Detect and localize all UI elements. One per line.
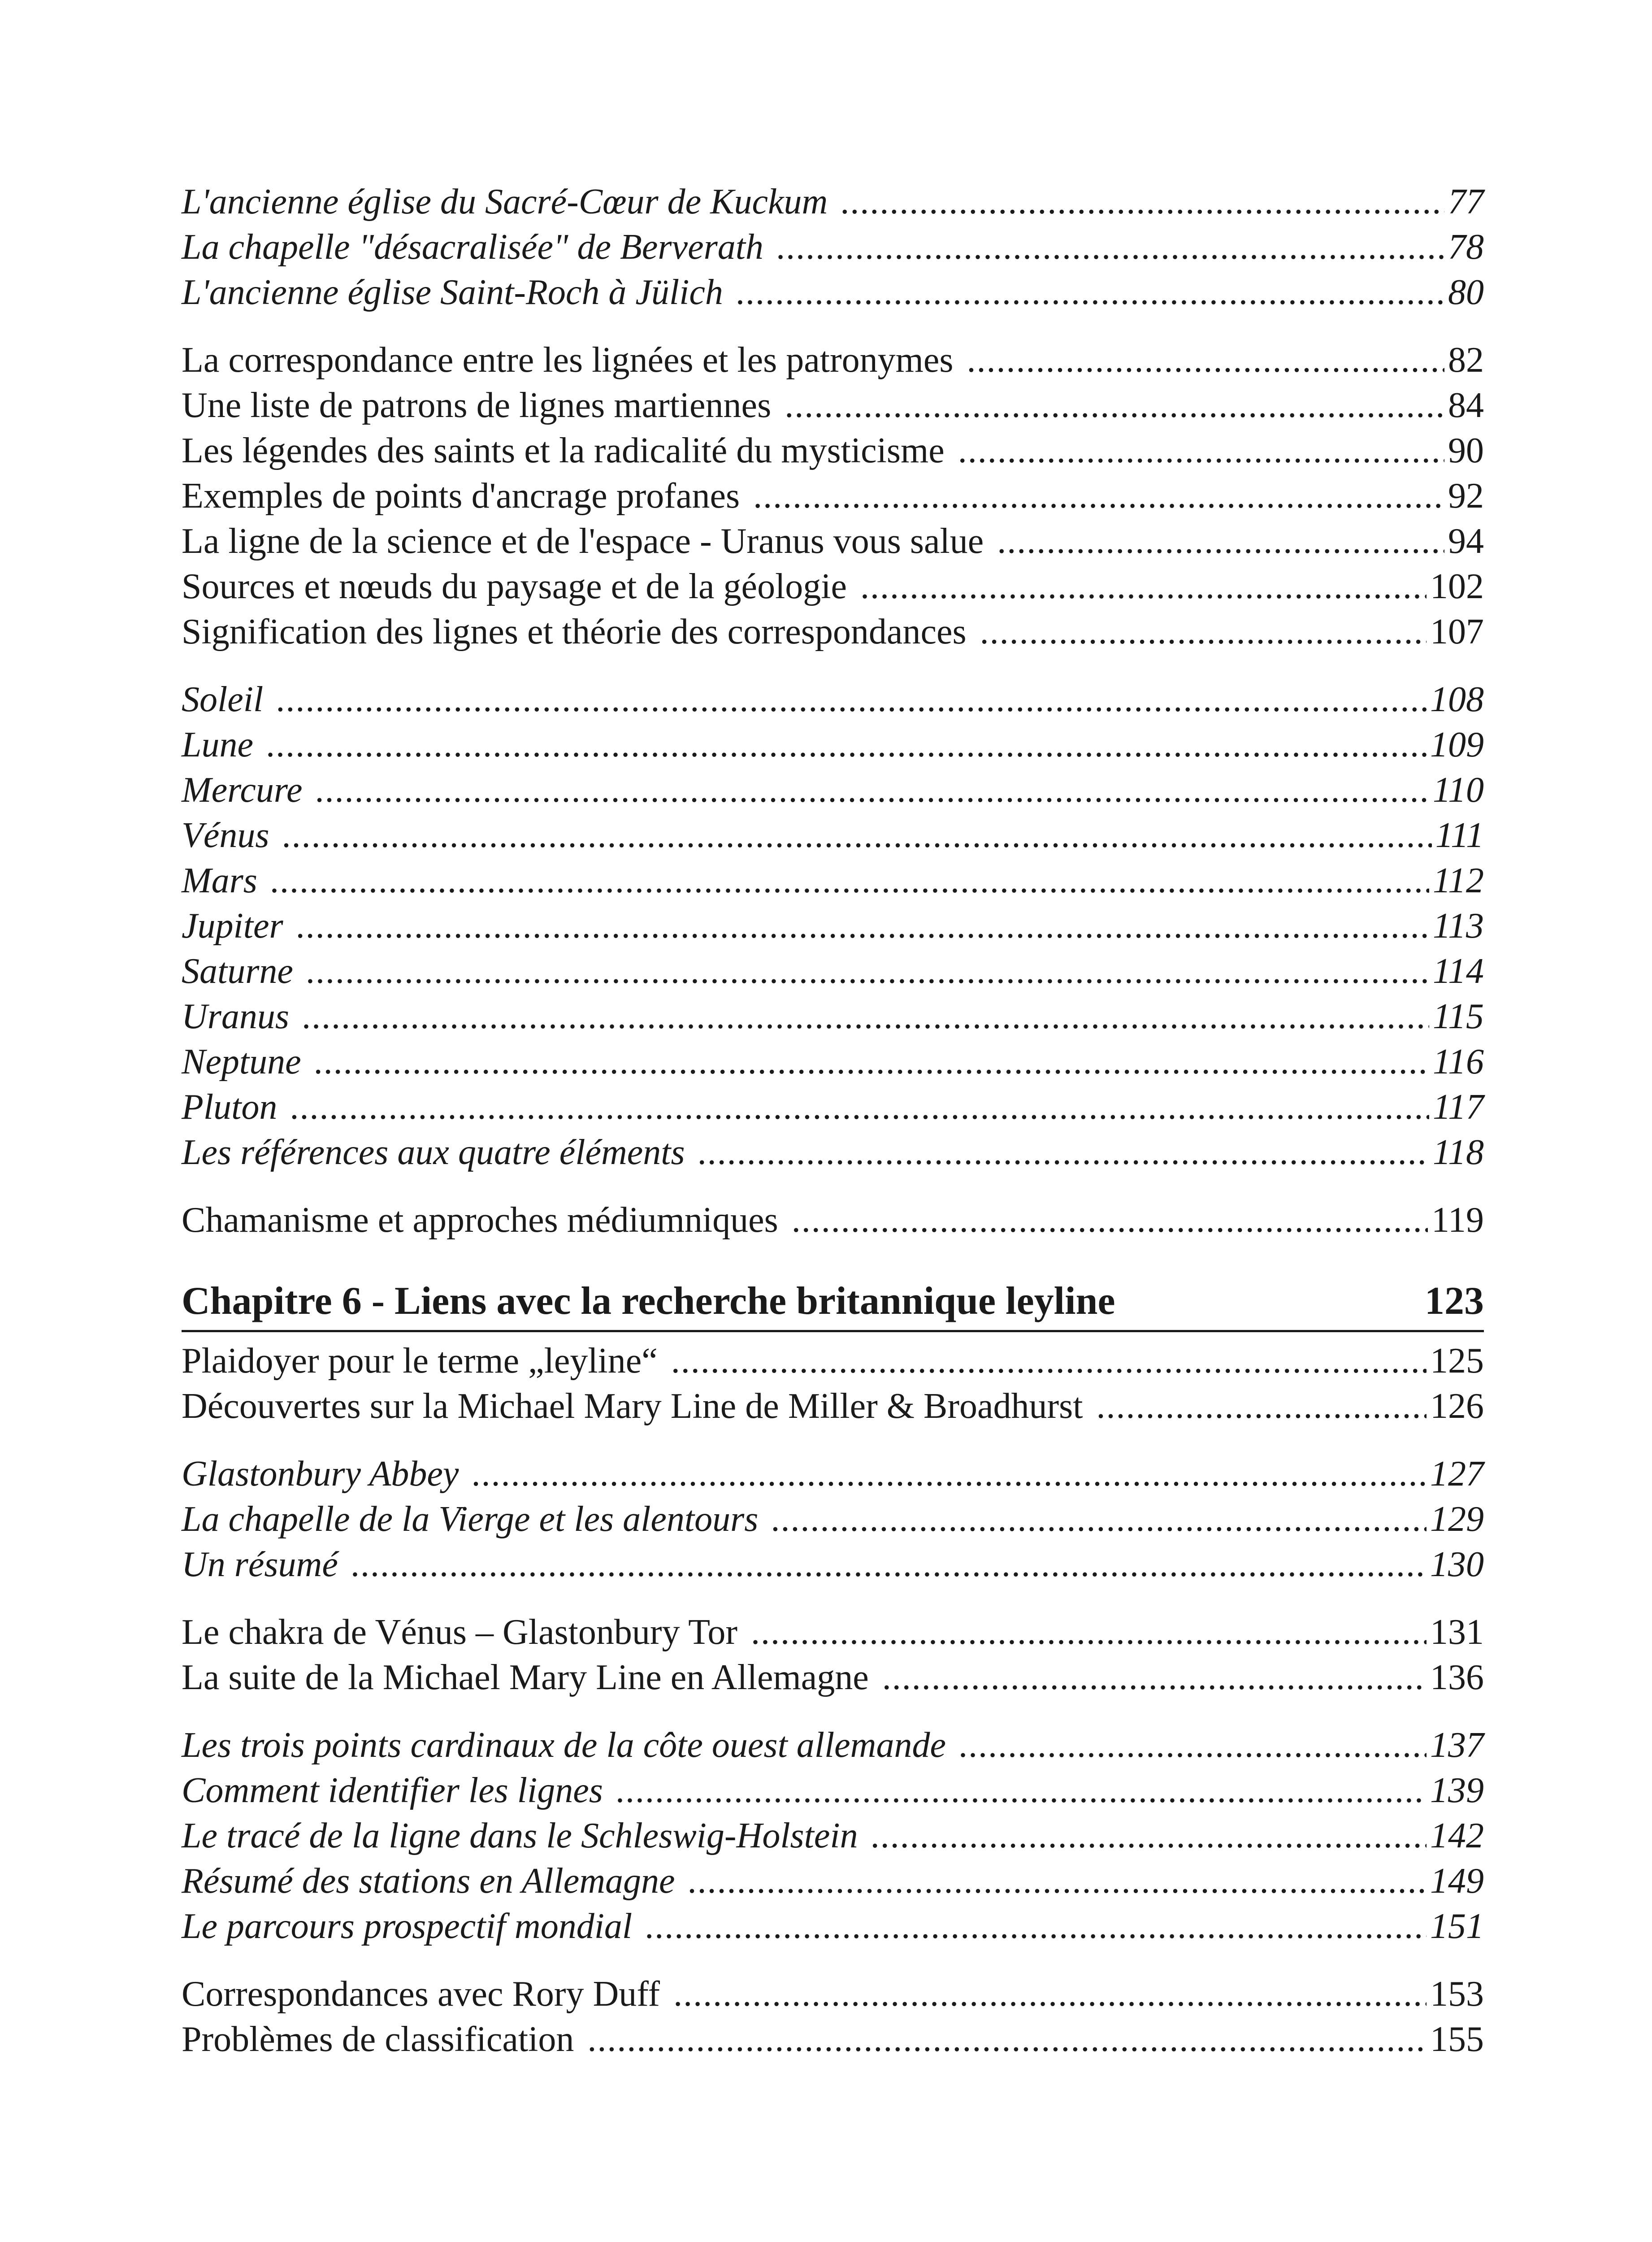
- toc-entry-page: 119: [1431, 1200, 1484, 1240]
- chapter-heading[interactable]: [182, 1278, 1484, 1332]
- toc-entry-page: 78: [1448, 227, 1484, 267]
- dot-leader: [616, 1768, 1427, 1813]
- toc-entry-page: 137: [1430, 1725, 1484, 1765]
- dot-leader: [967, 338, 1444, 383]
- toc-entry[interactable]: [182, 270, 1484, 315]
- toc-section-before: [182, 179, 1484, 1243]
- dot-leader: [980, 609, 1427, 655]
- toc-entry-page: 92: [1448, 476, 1484, 516]
- dot-leader: [751, 1610, 1427, 1655]
- dot-leader: [959, 1723, 1427, 1768]
- toc-entry[interactable]: [182, 179, 1484, 225]
- dot-leader: [291, 1085, 1429, 1130]
- toc-entry-title: La suite de la Michael Mary Line en Allemagne: [182, 1658, 869, 1697]
- toc-entry[interactable]: [182, 1338, 1484, 1384]
- dot-leader: [472, 1451, 1427, 1497]
- dot-leader: [872, 1813, 1427, 1859]
- dot-leader: [689, 1859, 1427, 1904]
- toc-group: [182, 1198, 1484, 1243]
- dot-leader: [958, 428, 1444, 474]
- toc-entry-title: Correspondances avec Rory Duff: [182, 1974, 660, 2014]
- toc-entry[interactable]: [182, 768, 1484, 813]
- toc-section-after: [182, 1338, 1484, 2062]
- toc-entry-title: Signification des lignes et théorie des correspondances: [182, 612, 967, 652]
- toc-entry[interactable]: [182, 1859, 1484, 1904]
- toc-entry-page: 142: [1430, 1816, 1484, 1855]
- toc-entry-page: 139: [1430, 1771, 1484, 1810]
- toc-entry-page: 131: [1430, 1612, 1484, 1652]
- toc-entry-title: Comment identifier les lignes: [182, 1771, 603, 1810]
- toc-entry-page: 130: [1430, 1545, 1484, 1584]
- toc-entry-page: 111: [1435, 816, 1484, 855]
- dot-leader: [753, 474, 1444, 519]
- toc-entry-title: Découvertes sur la Michael Mary Line de Miller & Broadhurst: [182, 1386, 1083, 1426]
- dot-leader: [267, 722, 1427, 768]
- toc-entry[interactable]: [182, 428, 1484, 474]
- toc-entry-title: Mercure: [182, 770, 303, 810]
- toc-entry[interactable]: [182, 1904, 1484, 1949]
- toc-entry-title: Le parcours prospectif mondial: [182, 1907, 633, 1946]
- chapter-page: 123: [1425, 1279, 1484, 1323]
- toc-entry-title: Le tracé de la ligne dans le Schleswig-Holstein: [182, 1816, 858, 1855]
- toc-entry[interactable]: [182, 1085, 1484, 1130]
- toc-entry-title: L'ancienne église Saint-Roch à Jülich: [182, 273, 723, 312]
- dot-leader: [792, 1198, 1428, 1243]
- toc-entry-page: 126: [1430, 1386, 1484, 1426]
- toc-entry-page: 155: [1430, 2020, 1484, 2059]
- toc-entry[interactable]: [182, 1198, 1484, 1243]
- dot-leader: [316, 768, 1429, 813]
- toc-entry-page: 115: [1432, 997, 1484, 1036]
- toc-entry[interactable]: [182, 1768, 1484, 1813]
- toc-entry-page: 127: [1430, 1454, 1484, 1494]
- chapter-title: Chapitre 6 - Liens avec la recherche britannique leyline: [182, 1279, 1115, 1323]
- toc-group: [182, 338, 1484, 655]
- dot-leader: [271, 858, 1429, 904]
- toc-entry[interactable]: [182, 904, 1484, 949]
- toc-entry-page: 149: [1430, 1861, 1484, 1901]
- dot-leader: [860, 564, 1427, 609]
- toc-entry[interactable]: [182, 1813, 1484, 1859]
- dot-leader: [303, 994, 1429, 1039]
- toc-entry[interactable]: [182, 1384, 1484, 1429]
- toc-entry-page: 114: [1432, 952, 1484, 991]
- toc-entry-title: Les références aux quatre éléments: [182, 1133, 685, 1172]
- toc-entry-title: Les légendes des saints et la radicalité du mysticisme: [182, 431, 945, 470]
- toc-group: [182, 1723, 1484, 1949]
- toc-entry-title: Le chakra de Vénus – Glastonbury Tor: [182, 1612, 737, 1652]
- toc-entry-page: 118: [1432, 1133, 1484, 1172]
- toc-entry[interactable]: [182, 564, 1484, 609]
- dot-leader: [772, 1497, 1427, 1542]
- toc-entry[interactable]: [182, 1130, 1484, 1175]
- dot-leader: [646, 1904, 1427, 1949]
- toc-entry-title: La correspondance entre les lignées et les patronymes: [182, 340, 954, 380]
- toc-entry-page: 107: [1430, 612, 1484, 652]
- toc-entry[interactable]: [182, 813, 1484, 858]
- toc-entry[interactable]: [182, 383, 1484, 428]
- toc-entry-title: L'ancienne église du Sacré-Cœur de Kuckum: [182, 182, 828, 222]
- toc-entry-page: 108: [1430, 680, 1484, 719]
- dot-leader: [785, 383, 1444, 428]
- toc-entry-page: 129: [1430, 1499, 1484, 1539]
- toc-entry-title: Glastonbury Abbey: [182, 1454, 459, 1494]
- dot-leader: [997, 519, 1444, 564]
- toc-entry-title: Soleil: [182, 680, 264, 719]
- toc-entry[interactable]: [182, 677, 1484, 722]
- toc-entry[interactable]: [182, 338, 1484, 383]
- toc-group: [182, 677, 1484, 1175]
- toc-entry[interactable]: [182, 519, 1484, 564]
- toc-group: [182, 1610, 1484, 1700]
- dot-leader: [673, 1972, 1427, 2017]
- toc-group: [182, 179, 1484, 315]
- toc-entry[interactable]: [182, 1972, 1484, 2017]
- dot-leader: [307, 949, 1429, 994]
- toc-entry-title: La chapelle de la Vierge et les alentours: [182, 1499, 759, 1539]
- toc-entry-page: 136: [1430, 1658, 1484, 1697]
- toc-entry[interactable]: [182, 1039, 1484, 1085]
- toc-entry-page: 153: [1430, 1974, 1484, 2014]
- toc-entry-title: La chapelle "désacralisée" de Berverath: [182, 227, 763, 267]
- toc-entry[interactable]: [182, 1542, 1484, 1587]
- dot-leader: [1097, 1384, 1427, 1429]
- dot-leader: [841, 179, 1444, 225]
- dot-leader: [297, 904, 1429, 949]
- toc-entry[interactable]: [182, 1655, 1484, 1700]
- toc-entry-page: 117: [1432, 1087, 1484, 1127]
- dot-leader: [587, 2017, 1427, 2062]
- toc-entry-title: Chamanisme et approches médiumniques: [182, 1200, 778, 1240]
- toc-entry-page: 109: [1430, 725, 1484, 765]
- dot-leader: [671, 1338, 1427, 1384]
- toc-entry-title: Lune: [182, 725, 253, 765]
- dot-leader: [277, 677, 1427, 722]
- dot-leader: [315, 1039, 1429, 1085]
- toc-entry[interactable]: [182, 722, 1484, 768]
- toc-entry-page: 112: [1432, 861, 1484, 900]
- dot-leader: [777, 225, 1444, 270]
- toc-entry-title: Problèmes de classification: [182, 2020, 574, 2059]
- toc-entry[interactable]: [182, 474, 1484, 519]
- toc-entry[interactable]: [182, 1497, 1484, 1542]
- toc-entry[interactable]: [182, 994, 1484, 1039]
- dot-leader: [283, 813, 1432, 858]
- toc-entry-page: 102: [1430, 567, 1484, 606]
- toc-entry[interactable]: [182, 609, 1484, 655]
- toc-entry[interactable]: [182, 858, 1484, 904]
- toc-entry-page: 90: [1448, 431, 1484, 470]
- toc-entry-page: 113: [1432, 906, 1484, 946]
- toc-entry-title: Vénus: [182, 816, 269, 855]
- toc-entry-title: Neptune: [182, 1042, 301, 1082]
- toc-entry-title: Plaidoyer pour le terme „leyline“: [182, 1341, 658, 1381]
- toc-entry-title: Un résumé: [182, 1545, 338, 1584]
- toc-entry-title: Jupiter: [182, 906, 283, 946]
- toc-entry-page: 80: [1448, 273, 1484, 312]
- dot-leader: [351, 1542, 1427, 1587]
- toc-entry-title: Pluton: [182, 1087, 278, 1127]
- dot-leader: [737, 270, 1444, 315]
- toc-entry[interactable]: [182, 1723, 1484, 1768]
- toc-entry-page: 77: [1448, 182, 1484, 222]
- toc-entry-title: Sources et nœuds du paysage et de la géologie: [182, 567, 847, 606]
- toc-group: [182, 1451, 1484, 1587]
- toc-entry-page: 116: [1432, 1042, 1484, 1082]
- toc-entry-page: 125: [1430, 1341, 1484, 1381]
- toc-entry-page: 84: [1448, 386, 1484, 425]
- toc-entry-page: 151: [1430, 1907, 1484, 1946]
- dot-leader: [882, 1655, 1427, 1700]
- toc-entry[interactable]: [182, 949, 1484, 994]
- toc-entry[interactable]: [182, 2017, 1484, 2062]
- toc-entry-title: Mars: [182, 861, 257, 900]
- toc-entry-title: Uranus: [182, 997, 290, 1036]
- toc-group: [182, 1972, 1484, 2062]
- toc-entry-page: 110: [1432, 770, 1484, 810]
- dot-leader: [698, 1130, 1429, 1175]
- table-of-contents: [182, 179, 1484, 2062]
- toc-group: [182, 1338, 1484, 1429]
- toc-entry[interactable]: [182, 1451, 1484, 1497]
- toc-entry-title: Résumé des stations en Allemagne: [182, 1861, 675, 1901]
- toc-entry-page: 82: [1448, 340, 1484, 380]
- toc-entry-title: La ligne de la science et de l'espace - Uranus vous salue: [182, 521, 984, 561]
- toc-entry-page: 94: [1448, 521, 1484, 561]
- toc-entry-title: Saturne: [182, 952, 293, 991]
- toc-entry[interactable]: [182, 1610, 1484, 1655]
- toc-entry-title: Les trois points cardinaux de la côte ouest allemande: [182, 1725, 946, 1765]
- toc-entry-title: Une liste de patrons de lignes martiennes: [182, 386, 772, 425]
- toc-entry-title: Exemples de points d'ancrage profanes: [182, 476, 740, 516]
- toc-entry[interactable]: [182, 225, 1484, 270]
